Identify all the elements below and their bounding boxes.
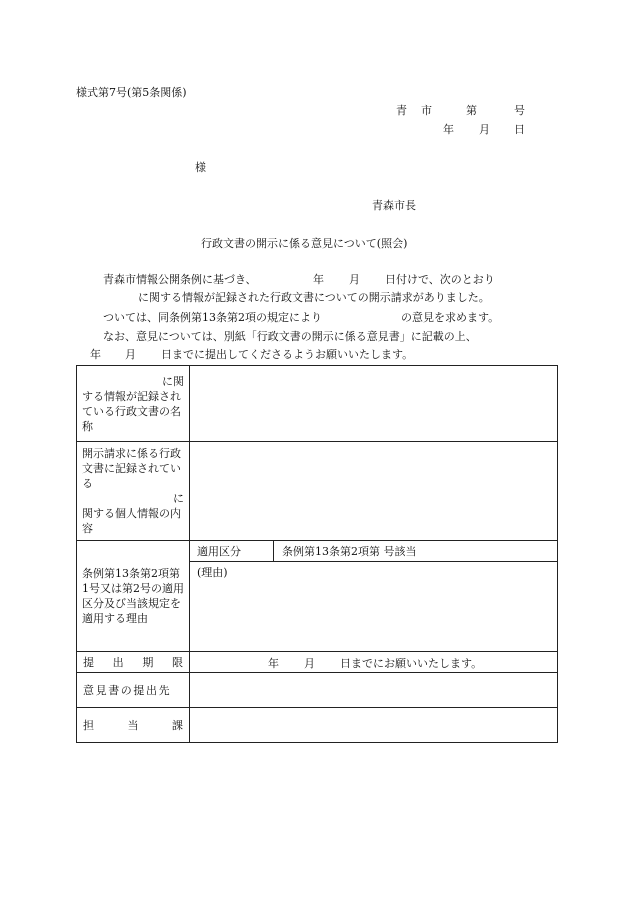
label-document-name bbox=[77, 366, 190, 442]
deadline-month: 月 bbox=[304, 657, 315, 670]
category-value[interactable]: 条例第13条第2項第 号該当 bbox=[274, 541, 558, 561]
field-department[interactable] bbox=[190, 708, 558, 743]
body-line5-year: 年 bbox=[90, 348, 101, 361]
category-cell bbox=[190, 541, 558, 652]
body-line3-b: の意見を求めます。 bbox=[401, 311, 500, 324]
label-personal-info-a: 開示請求に係る行政文書に記録されている bbox=[82, 447, 181, 490]
body-line4: なお、意見については、別紙「行政文書の開示に係る意見書」に記載の上、 bbox=[103, 330, 477, 343]
category-inner-table bbox=[190, 541, 557, 650]
doc-no-city: 青 bbox=[396, 104, 407, 117]
body-line3-a: ついては、同条例第13条第2項の規定により bbox=[103, 311, 322, 324]
date-year: 年 bbox=[443, 123, 454, 136]
deadline-year: 年 bbox=[268, 657, 279, 670]
label-department-c2: 当 bbox=[127, 719, 139, 732]
body-line2: に関する情報が記録された行政文書についての開示請求がありました。 bbox=[138, 291, 490, 304]
label-department bbox=[77, 708, 190, 743]
field-submit-to[interactable] bbox=[190, 673, 558, 708]
label-department-c3: 課 bbox=[172, 719, 183, 732]
opinion-form-table bbox=[76, 365, 558, 743]
label-personal-info-b: に bbox=[173, 492, 184, 505]
label-personal-info-c: 関する個人情報の内容 bbox=[82, 507, 181, 535]
field-deadline[interactable] bbox=[190, 652, 558, 673]
doc-no-dai: 第 bbox=[466, 104, 477, 117]
table-row-submit-to bbox=[77, 673, 558, 708]
label-department-c1: 担 bbox=[83, 719, 94, 732]
body-line1-a: 青森市情報公開条例に基づき、 bbox=[103, 273, 257, 286]
field-document-name[interactable] bbox=[190, 366, 558, 442]
body-line1-year: 年 bbox=[313, 273, 324, 286]
deadline-text: 日までにお願いいたします。 bbox=[340, 657, 483, 670]
label-submit-to: 意見書の提出先 bbox=[77, 673, 190, 708]
label-category: 条例第13条第2項第1号又は第2号の適用区分及び当該規定を適用する理由 bbox=[77, 541, 190, 652]
document-title: 行政文書の開示に係る意見について(照会) bbox=[201, 237, 408, 250]
label-deadline bbox=[77, 652, 190, 673]
table-row-department bbox=[77, 708, 558, 743]
label-document-name-rest: する情報が記録されている行政文書の名称 bbox=[82, 389, 181, 433]
label-deadline-c2: 出 bbox=[112, 656, 124, 669]
reason-label: (理由) bbox=[197, 565, 228, 579]
form-number: 様式第7号(第5条関係) bbox=[76, 86, 187, 99]
sender-name: 青森市長 bbox=[372, 199, 416, 212]
reason-field[interactable] bbox=[190, 561, 557, 650]
label-deadline-c3: 期 bbox=[142, 656, 154, 669]
doc-no-go: 号 bbox=[514, 104, 525, 117]
label-deadline-c4: 限 bbox=[171, 656, 183, 669]
body-line5-month: 月 bbox=[125, 348, 136, 361]
date-month: 月 bbox=[479, 123, 490, 136]
body-line1-month: 月 bbox=[349, 273, 360, 286]
category-label: 適用区分 bbox=[190, 541, 274, 561]
label-deadline-c1: 提 bbox=[83, 656, 94, 669]
label-document-name-top: に関 bbox=[162, 374, 184, 388]
date-day: 日 bbox=[514, 123, 525, 136]
addressee-suffix: 様 bbox=[195, 161, 206, 174]
table-row-deadline bbox=[77, 652, 558, 673]
table-row-document-name bbox=[77, 366, 558, 442]
doc-no-city2: 市 bbox=[421, 104, 432, 117]
field-personal-info[interactable] bbox=[190, 442, 558, 541]
table-row-category bbox=[77, 541, 558, 652]
table-row-personal-info bbox=[77, 442, 558, 541]
label-personal-info bbox=[77, 442, 190, 541]
body-line1-b: 日付けで、次のとおり bbox=[385, 273, 495, 286]
body-line5-b: 日までに提出してくださるようお願いいたします。 bbox=[161, 348, 414, 361]
